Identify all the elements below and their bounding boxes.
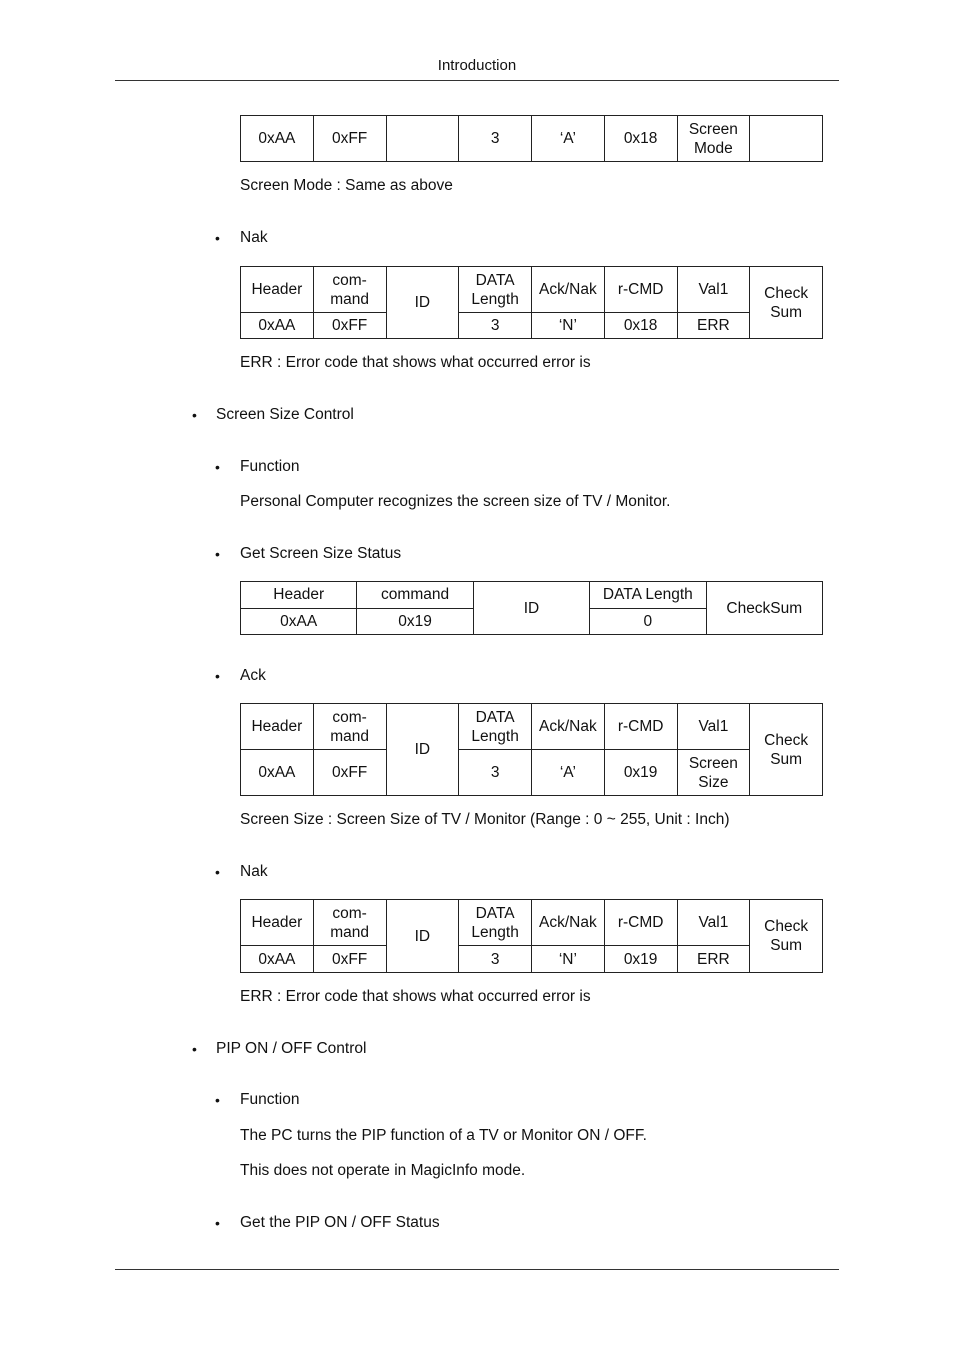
get-status-table [240,581,823,635]
header-rule [115,80,839,81]
table-cell [459,704,532,750]
table-cell-text: com-mand [330,708,370,745]
footer-rule [115,1269,839,1270]
table-row [241,582,823,609]
table-cell: 3 [459,116,532,162]
bullet-icon: • [215,1092,220,1108]
table-cell: 3 [459,946,532,973]
table-cell-text: DATA Length [471,708,519,745]
table-cell: Header [241,582,357,609]
table-cell: ID [473,582,589,635]
table-cell [750,116,823,162]
screen-mode-note: Screen Mode : Same as above [240,177,453,194]
table-cell [750,267,823,339]
bullet-icon: • [192,407,197,423]
table-cell: 0 [590,608,706,635]
pip-description: The PC turns the PIP function of a TV or Monitor ON / OFF. [240,1127,647,1144]
nak-label: Nak [240,863,268,880]
table-row [241,267,823,313]
err-note: ERR : Error code that shows what occurred error is [240,988,591,1005]
table-cell: 0xFF [313,313,386,339]
table-cell: Val1 [677,900,750,946]
ack-label: Ack [240,667,266,684]
screen-size-note: Screen Size : Screen Size of TV / Monitor (Range : 0 ~ 255, Unit : Inch) [240,811,730,828]
table-cell: Header [241,704,314,750]
table-cell: ‘A’ [532,750,605,796]
table-cell: Header [241,267,314,313]
table-cell-text: Screen Mode [688,120,738,157]
section-pip-control: PIP ON / OFF Control [216,1040,367,1057]
section-screen-size-control: Screen Size Control [216,406,354,423]
table-cell: 0xAA [241,313,314,339]
table-cell [459,267,532,313]
bullet-icon: • [192,1041,197,1057]
table-cell [313,267,386,313]
table-cell [459,900,532,946]
table-cell: 0x19 [357,608,473,635]
table-cell: ‘N’ [532,313,605,339]
bullet-icon: • [215,546,220,562]
table-cell-text: Check Sum [764,731,809,768]
bullet-icon: • [215,668,220,684]
table-cell: 0x18 [604,313,677,339]
table-cell: ‘A’ [532,116,605,162]
bullet-icon: • [215,864,220,880]
err-note: ERR : Error code that shows what occurred error is [240,354,591,371]
table-cell [750,900,823,973]
table-cell: 0x18 [604,116,677,162]
nak-label: Nak [240,229,268,246]
page-header-title: Introduction [437,57,517,74]
table-cell: Ack/Nak [532,704,605,750]
table-cell: r-CMD [604,704,677,750]
table-cell: Val1 [677,267,750,313]
nak-table-19 [240,899,823,973]
table-cell: Ack/Nak [532,900,605,946]
table-cell: 0xFF [313,946,386,973]
table-cell: 3 [459,313,532,339]
table-cell [386,116,459,162]
table-cell: Header [241,900,314,946]
table-row [241,313,823,339]
table-cell-text: Screen Size [688,754,738,791]
table-cell: r-CMD [604,267,677,313]
table-cell: 3 [459,750,532,796]
bullet-icon: • [215,1215,220,1231]
table-cell: DATA Length [590,582,706,609]
table-cell: ID [386,267,459,339]
function-label: Function [240,458,300,475]
table-cell: r-CMD [604,900,677,946]
table-row [241,946,823,973]
bullet-icon: • [215,230,220,246]
table-row [241,750,823,796]
table-cell: 0xFF [313,750,386,796]
ack-table-18 [240,115,823,162]
table-cell: CheckSum [706,582,822,635]
nak-table-18 [240,266,823,339]
table-cell: ‘N’ [532,946,605,973]
table-cell: 0xAA [241,750,314,796]
table-row [241,116,823,162]
bullet-icon: • [215,459,220,475]
table-cell: command [357,582,473,609]
table-cell [750,704,823,796]
table-cell: 0xAA [241,116,314,162]
table-cell: 0x19 [604,946,677,973]
table-cell: Ack/Nak [532,267,605,313]
table-cell: ID [386,704,459,796]
get-pip-status-label: Get the PIP ON / OFF Status [240,1214,440,1231]
table-cell-text: com-mand [330,271,370,308]
table-cell-text: Check Sum [764,918,809,954]
table-cell-text: com-mand [330,904,370,941]
table-row [241,704,823,750]
table-cell [313,704,386,750]
get-screen-size-status-label: Get Screen Size Status [240,545,402,562]
ack-table-19 [240,703,823,796]
table-cell: ERR [677,946,750,973]
table-cell: Val1 [677,704,750,750]
table-cell: 0xFF [313,116,386,162]
table-cell: 0x19 [604,750,677,796]
table-cell: ID [386,900,459,973]
table-cell-text: DATA Length [471,271,519,308]
table-cell: ERR [677,313,750,339]
table-cell [677,116,750,162]
table-cell: 0xAA [241,946,314,973]
table-cell [677,750,750,796]
table-cell-text: Check Sum [764,284,809,321]
function-description: Personal Computer recognizes the screen size of TV / Monitor. [240,493,671,510]
table-cell-text: DATA Length [471,904,519,941]
pip-magicinfo-note: This does not operate in MagicInfo mode. [240,1162,526,1179]
function-label: Function [240,1091,300,1108]
table-cell [313,900,386,946]
table-row [241,900,823,946]
table-cell: 0xAA [241,608,357,635]
